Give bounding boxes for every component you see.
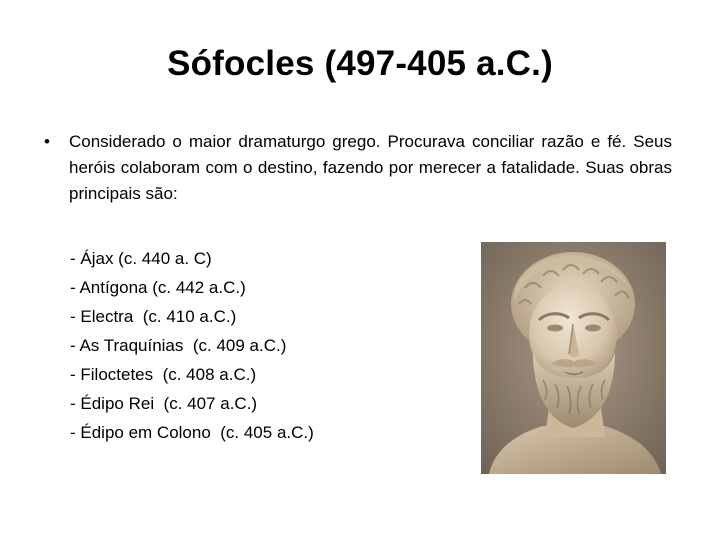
work-item: - Ájax (c. 440 a. C) [70, 249, 212, 268]
bust-portrait-icon [481, 242, 666, 474]
work-item: - Édipo Rei (c. 407 a.C.) [70, 394, 258, 413]
work-item: - As Traquínias (c. 409 a.C.) [70, 336, 287, 355]
work-item: - Antígona (c. 442 a.C.) [70, 278, 246, 297]
work-item: - Electra (c. 410 a.C.) [70, 307, 237, 326]
bullet-icon: • [44, 132, 50, 151]
slide-title: Sófocles (497-405 a.C.) [167, 44, 553, 83]
work-item: - Édipo em Colono (c. 405 a.C.) [70, 423, 314, 442]
sophocles-bust-image [481, 242, 666, 474]
work-item: - Filoctetes (c. 408 a.C.) [70, 365, 257, 384]
works-list [70, 244, 314, 447]
bullet-text: Considerado o maior dramaturgo grego. Procurava conciliar razão e fé. Seus heróis colaboram com o destino, fazendo por merecer a fatalidade. Suas obras principais são: [69, 132, 672, 203]
